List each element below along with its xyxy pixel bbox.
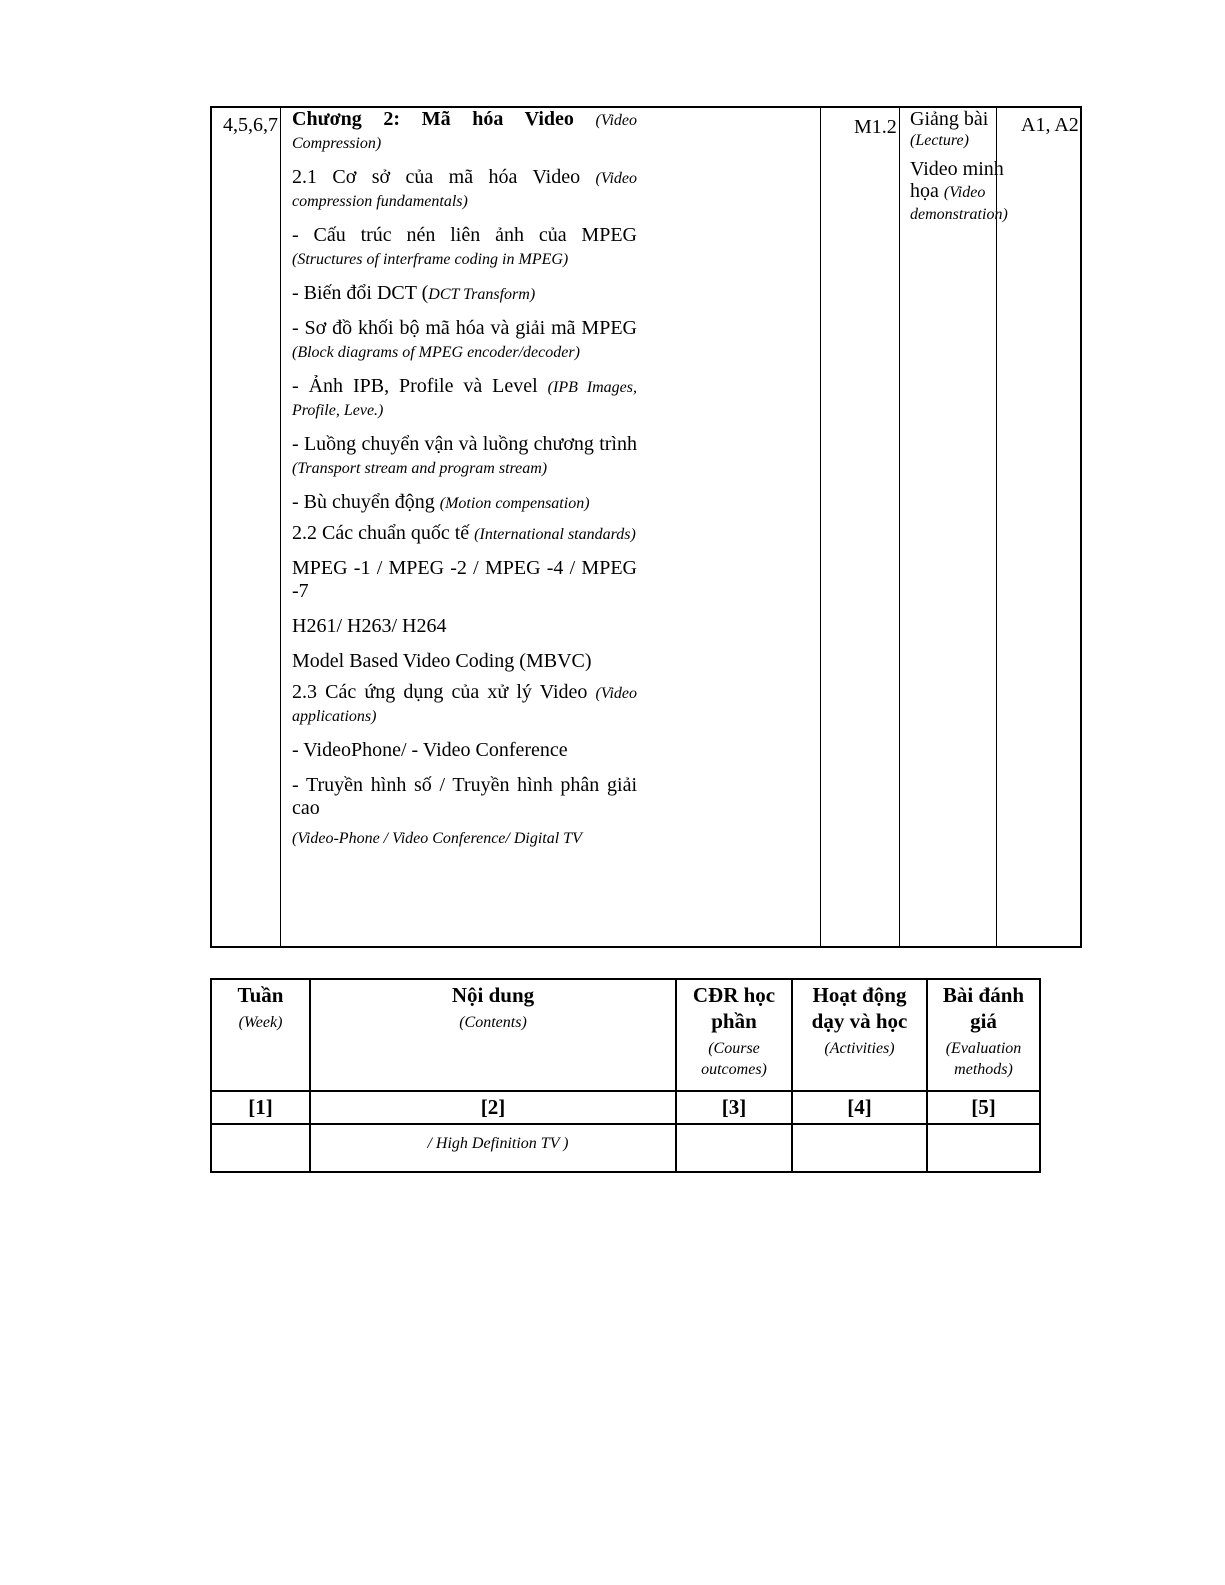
item-digital-tv: - Truyền hình số / Truyền hình phân giải cao — [292, 774, 637, 819]
activity-video: Video minh — [910, 158, 1004, 180]
item-motion: - Bù chuyển động — [292, 491, 435, 513]
item-mbvc: Model Based Video Coding (MBVC) — [292, 650, 592, 672]
col-num-5: [5] — [927, 1091, 1040, 1124]
header-evaluation-en-2: methods) — [954, 1061, 1013, 1078]
header-week — [211, 979, 310, 1091]
header-activities-en: (Activities) — [824, 1040, 895, 1057]
activities-text — [910, 108, 1010, 226]
activities-cell — [900, 108, 1008, 946]
row-activities-cell — [792, 1124, 927, 1172]
item-videophone: - VideoPhone/ - Video Conference — [292, 739, 568, 761]
item-dct-en: DCT Transform) — [428, 286, 536, 303]
header-outcomes — [676, 979, 792, 1091]
item-block-diagram-en: (Block diagrams of MPEG encoder/decoder) — [292, 344, 580, 361]
week-cell — [212, 108, 280, 946]
header-outcomes-label-2: phần — [711, 1009, 757, 1033]
item-interframe-en: (Structures of interframe coding in MPEG) — [292, 251, 569, 268]
header-evaluation-label-1: Bài đánh — [942, 983, 1025, 1007]
course-content-table — [210, 978, 1041, 1173]
activity-video-en: (Video — [943, 184, 986, 201]
header-week-en: (Week) — [238, 1014, 283, 1031]
header-contents-label: Nội dung — [451, 983, 535, 1007]
row-content-cell: / High Definition TV ) — [310, 1124, 676, 1172]
outcome-cell — [821, 108, 899, 946]
row-outcome-cell — [676, 1124, 792, 1172]
item-interframe: - Cấu trúc nén liên ảnh của MPEG — [292, 224, 637, 246]
item-ipb: - Ảnh IPB, Profile và Level — [292, 375, 538, 397]
header-activities-label-2: dạy và học — [811, 1009, 908, 1033]
header-evaluation-en-1: (Evaluation — [945, 1040, 1022, 1057]
item-ipb-en: (IPB Images, Profile, Leve.) — [292, 379, 637, 419]
column-number-row — [211, 1091, 1040, 1124]
item-stream: - Luồng chuyển vận và luồng chương trình — [292, 433, 637, 455]
activity-lecture: Giảng bài — [910, 108, 989, 130]
chapter-title-en: (Video Compression) — [292, 112, 637, 152]
header-evaluation — [927, 979, 1040, 1091]
section-2-1-en: (Video compression fundamentals) — [292, 170, 638, 210]
header-week-label: Tuần — [237, 983, 284, 1007]
activity-video-2: họa — [910, 180, 939, 202]
section-2-3: 2.3 Các ứng dụng của xử lý Video — [292, 681, 588, 703]
section-2-1: 2.1 Cơ sở của mã hóa Video — [292, 166, 581, 188]
item-motion-en: (Motion compensation) — [439, 495, 590, 512]
header-contents-en: (Contents) — [459, 1014, 527, 1031]
activity-demo-en: demonstration) — [910, 206, 1008, 223]
header-row — [211, 979, 1040, 1091]
activity-lecture-en: (Lecture) — [910, 132, 969, 149]
section-2-2-en: (International standards) — [474, 526, 636, 543]
col-num-1: [1] — [211, 1091, 310, 1124]
column-divider — [280, 108, 281, 946]
chapter-title: Chương 2: Mã hóa Video — [292, 108, 574, 130]
item-mpeg-standards: MPEG -1 / MPEG -2 / MPEG -4 / MPEG -7 — [292, 557, 637, 602]
section-2-3-en: (Video applications) — [292, 685, 637, 725]
col-num-4: [4] — [792, 1091, 927, 1124]
header-activities — [792, 979, 927, 1091]
table-row — [211, 1124, 1040, 1172]
header-outcomes-label-1: CĐR học — [692, 983, 776, 1007]
header-outcomes-en-2: outcomes) — [701, 1061, 767, 1078]
evaluation-cell — [997, 108, 1080, 946]
week-value: 4,5,6,7 — [223, 114, 278, 136]
outcome-value: M1.2 — [854, 116, 897, 138]
item-stream-en: (Transport stream and program stream) — [292, 460, 548, 477]
col-num-2: [2] — [310, 1091, 676, 1124]
header-outcomes-en-1: (Course — [708, 1040, 760, 1057]
contents-cell — [292, 108, 637, 849]
item-dct: - Biến đổi DCT ( — [292, 282, 429, 304]
content-table-continued — [210, 106, 1082, 948]
col-num-3: [3] — [676, 1091, 792, 1124]
header-contents — [310, 979, 676, 1091]
row-evaluation-cell — [927, 1124, 1040, 1172]
item-block-diagram: - Sơ đồ khối bộ mã hóa và giải mã MPEG — [292, 317, 637, 339]
section-2-2: 2.2 Các chuẩn quốc tế — [292, 522, 470, 544]
item-applications-en: (Video-Phone / Video Conference/ Digital TV — [292, 830, 582, 847]
header-evaluation-label-2: giá — [970, 1009, 997, 1033]
header-activities-label-1: Hoạt động — [812, 983, 907, 1007]
evaluation-value: A1, A2 — [1021, 114, 1079, 136]
item-h26x: H261/ H263/ H264 — [292, 615, 447, 637]
row-week-cell — [211, 1124, 310, 1172]
